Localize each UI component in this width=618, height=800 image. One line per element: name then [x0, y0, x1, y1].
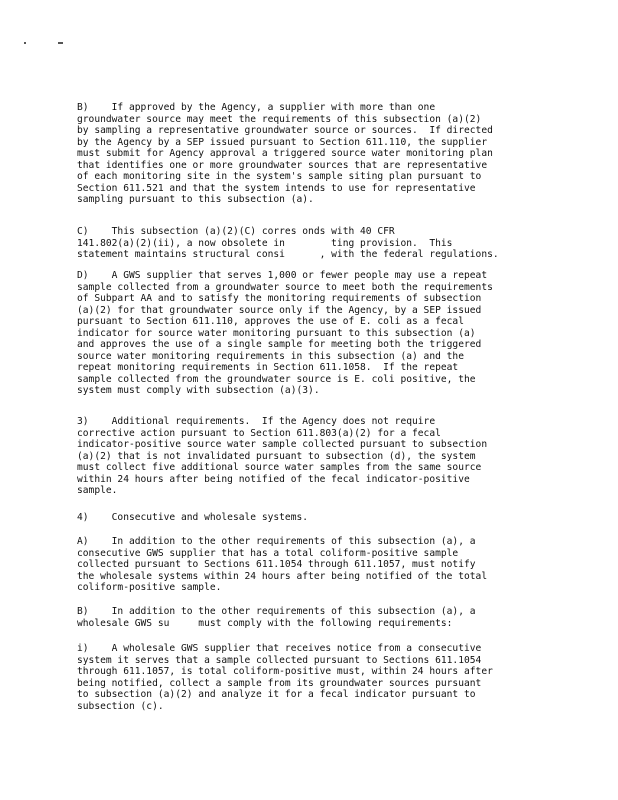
text-line: must collect five additional source water samples from the same source [77, 462, 482, 473]
text-line: B) In addition to the other requirements of this subsection (a), a [77, 606, 476, 617]
text-line: B) If approved by the Agency, a supplier with more than one [77, 102, 436, 113]
text-line: A) In addition to the other requirements of this subsection (a), a [77, 536, 476, 547]
text-line: coliform-positive sample. [77, 582, 222, 593]
text-line: wholesale GWS su must comply with the following requirements: [77, 617, 453, 629]
text-line: 3) Additional requirements. If the Agency does not require [77, 416, 436, 427]
text-line: sample. [77, 485, 118, 496]
paragraph-4a [77, 536, 547, 594]
text-line: sample collected from the groundwater source is E. coli positive, the [77, 373, 476, 385]
paragraph-b [77, 102, 547, 206]
text-line: consecutive GWS supplier that has a total coliform-positive sample [77, 547, 459, 559]
text-line: sample collected from a groundwater source to meet both the requirements [77, 281, 493, 293]
text-line: indicator for source water monitoring pursuant to this subsection (a) [77, 327, 476, 339]
text-line: being notified, collect a sample from its groundwater sources pursuant [77, 677, 482, 689]
scan-speck [58, 42, 63, 44]
text-line: statement maintains structural consi , with the federal regulations. [77, 249, 499, 260]
text-line: D) A GWS supplier that serves 1,000 or fewer people may use a repeat [77, 270, 488, 281]
text-line: source water monitoring requirements in this subsection (a) and the [77, 350, 464, 362]
text-line: must submit for Agency approval a triggered source water monitoring plan [77, 148, 493, 159]
text-line: (a)(2) for that groundwater source only if the Agency, by a SEP issued [77, 304, 482, 316]
text-line: corrective action pursuant to Section 611.803(a)(2) for a fecal [77, 427, 441, 439]
text-line: indicator-positive source water sample collected pursuant to subsection [77, 439, 488, 450]
text-line: subsection (c). [77, 700, 164, 712]
paragraph-4b [77, 606, 547, 629]
paragraph-4 [77, 512, 547, 524]
text-line: and approves the use of a single sample for meeting both the triggered [77, 339, 482, 350]
paragraph-4bi [77, 643, 547, 712]
text-line: system must comply with subsection (a)(3). [77, 385, 320, 396]
text-line: (a)(2) that is not invalidated pursuant to subsection (d), the system [77, 450, 476, 462]
text-line: through 611.1057, is total coliform-positive must, within 24 hours after [77, 666, 493, 677]
text-line: i) A wholesale GWS supplier that receives notice from a consecutive [77, 643, 482, 654]
scan-speck [24, 42, 26, 44]
paragraph-c [77, 226, 547, 261]
text-line: the wholesale systems within 24 hours after being notified of the total [77, 570, 488, 582]
text-line: groundwater source may meet the requirements of this subsection (a)(2) [77, 113, 482, 125]
text-line: C) This subsection (a)(2)(C) corres onds with 40 CFR [77, 226, 395, 237]
text-line: repeat monitoring requirements in Section 611.1058. If the repeat [77, 362, 459, 373]
text-line: sampling pursuant to this subsection (a). [77, 194, 314, 205]
paragraph-3 [77, 416, 547, 497]
text-line: within 24 hours after being notified of the fecal indicator-positive [77, 473, 470, 485]
paragraph-d [77, 270, 547, 397]
text-line: Section 611.521 and that the system intends to use for representative [77, 182, 476, 194]
text-line: collected pursuant to Sections 611.1054 through 611.1057, must notify [77, 559, 476, 570]
text-line: by the Agency by a SEP issued pursuant to Section 611.110, the supplier [77, 136, 488, 148]
text-line: to subsection (a)(2) and analyze it for a fecal indicator pursuant to [77, 689, 476, 700]
text-line: pursuant to Section 611.110, approves the use of E. coli as a fecal [77, 316, 464, 327]
text-line: 4) Consecutive and wholesale systems. [77, 512, 309, 523]
text-line: 141.802(a)(2)(ii), a now obsolete in ting provision. This [77, 237, 453, 249]
text-line: system it serves that a sample collected pursuant to Sections 611.1054 [77, 654, 482, 666]
text-line: of Subpart AA and to satisfy the monitoring requirements of subsection [77, 293, 482, 304]
text-line: by sampling a representative groundwater source or sources. If directed [77, 125, 493, 136]
text-line: of each monitoring site in the system's sample siting plan pursuant to [77, 171, 482, 182]
text-line: that identifies one or more groundwater sources that are representative [77, 159, 488, 171]
